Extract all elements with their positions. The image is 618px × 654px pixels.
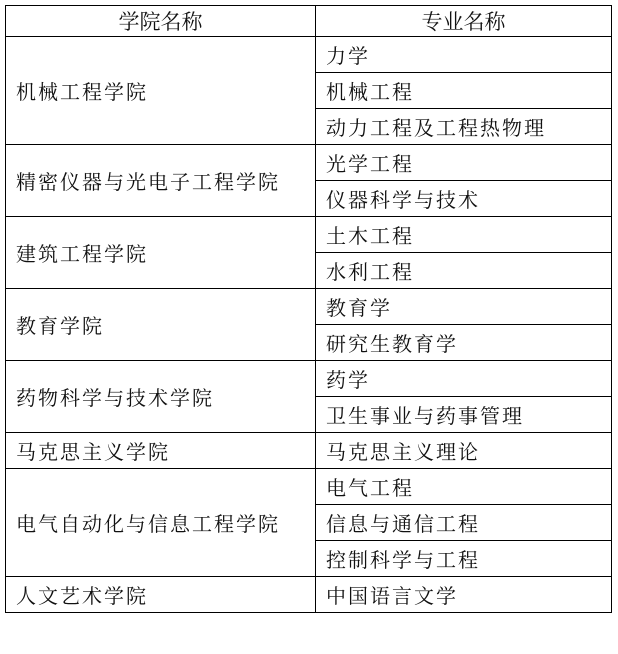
major-cell: 光学工程: [316, 145, 612, 181]
major-cell: 卫生事业与药事管理: [316, 397, 612, 433]
major-cell: 药学: [316, 361, 612, 397]
major-cell: 力学: [316, 37, 612, 73]
college-cell: 马克思主义学院: [6, 433, 316, 469]
major-cell: 动力工程及工程热物理: [316, 109, 612, 145]
college-cell: 电气自动化与信息工程学院: [6, 469, 316, 577]
table-row: [6, 289, 612, 325]
major-cell: 信息与通信工程: [316, 505, 612, 541]
major-cell: 机械工程: [316, 73, 612, 109]
major-cell: 马克思主义理论: [316, 433, 612, 469]
major-cell: 水利工程: [316, 253, 612, 289]
table-row: [6, 361, 612, 397]
college-cell: 机械工程学院: [6, 37, 316, 145]
college-cell: 精密仪器与光电子工程学院: [6, 145, 316, 217]
table-row: [6, 577, 612, 613]
table-row: [6, 469, 612, 505]
college-cell: 人文艺术学院: [6, 577, 316, 613]
major-cell: 教育学: [316, 289, 612, 325]
major-cell: 仪器科学与技术: [316, 181, 612, 217]
college-cell: 药物科学与技术学院: [6, 361, 316, 433]
major-cell: 中国语言文学: [316, 577, 612, 613]
table-row: [6, 37, 612, 73]
header-college: 学院名称: [6, 6, 316, 37]
header-row: [6, 6, 612, 37]
major-cell: 研究生教育学: [316, 325, 612, 361]
college-major-table: [5, 5, 612, 613]
major-cell: 土木工程: [316, 217, 612, 253]
table-row: [6, 145, 612, 181]
major-cell: 控制科学与工程: [316, 541, 612, 577]
college-cell: 建筑工程学院: [6, 217, 316, 289]
college-cell: 教育学院: [6, 289, 316, 361]
table-row: [6, 433, 612, 469]
table-row: [6, 217, 612, 253]
header-major: 专业名称: [316, 6, 612, 37]
major-cell: 电气工程: [316, 469, 612, 505]
